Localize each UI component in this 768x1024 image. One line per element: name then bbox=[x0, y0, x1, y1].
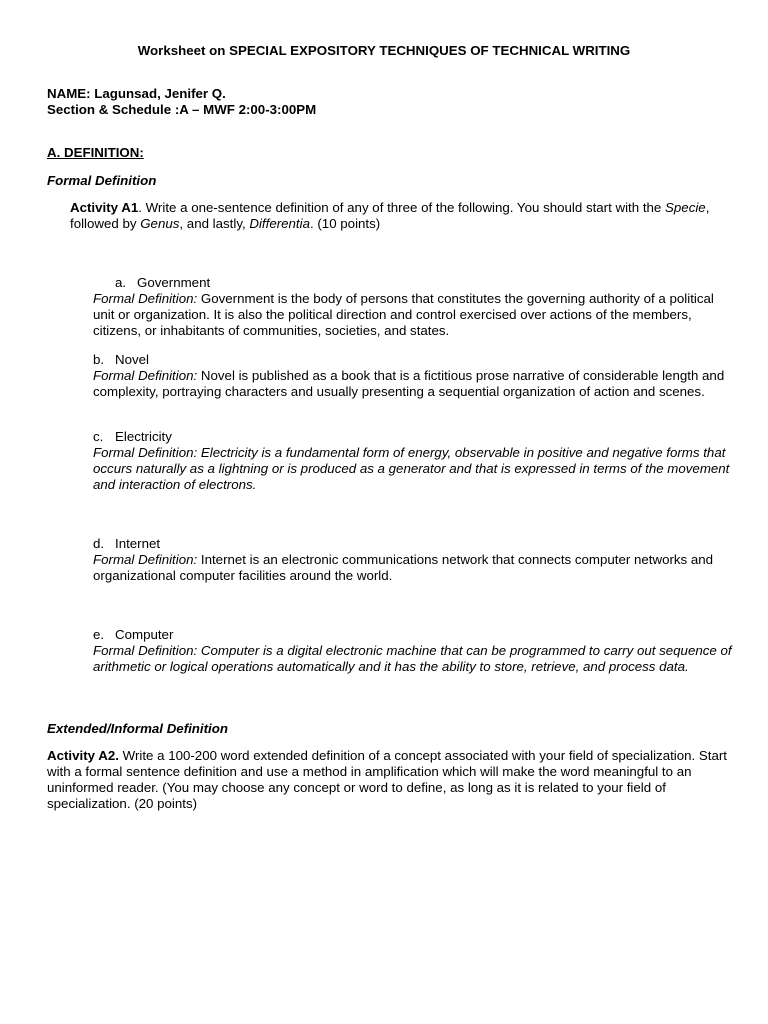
activity-a1-text-2: , followed by bbox=[70, 200, 710, 231]
activity-a1-text-4: . (10 points) bbox=[309, 216, 381, 231]
activity-a1-specie: Specie bbox=[665, 200, 706, 215]
definition-text: Electricity is a fundamental form of energy, observable in positive and negative forms that occurs naturally as a lightning or is produced as a generator and that is expressed in terms of the movement and interaction of electrons. bbox=[93, 445, 730, 492]
activity-a2-label: Activity A2. bbox=[47, 748, 119, 763]
section-schedule: Section & Schedule :A – MWF 2:00-3:00PM bbox=[47, 102, 317, 117]
definition-item-computer bbox=[93, 627, 733, 675]
item-label bbox=[93, 429, 733, 445]
activity-a1-genus: Genus bbox=[140, 216, 180, 231]
extended-definition-heading: Extended/Informal Definition bbox=[47, 721, 228, 736]
formal-definition-label: Formal Definition: bbox=[93, 445, 198, 460]
item-letter: c. bbox=[93, 429, 104, 444]
definition-block bbox=[93, 445, 729, 492]
activity-a1-label: Activity A1 bbox=[70, 200, 139, 215]
formal-definition-label: Formal Definition: bbox=[93, 643, 198, 658]
item-letter: b. bbox=[93, 352, 105, 367]
definition-heading: A. DEFINITION: bbox=[47, 145, 144, 160]
definition-text: Computer is a digital electronic machine that can be programmed to carry out sequence of arithmetic or logical operations automatically and it has the ability to store, retrieve, and process data. bbox=[93, 643, 732, 674]
student-name: NAME: Lagunsad, Jenifer Q. bbox=[47, 86, 226, 101]
item-letter: d. bbox=[93, 536, 105, 551]
activity-a1-text-1: . Write a one-sentence definition of any of three of the following. You should start with the bbox=[138, 200, 666, 215]
item-term: Internet bbox=[115, 536, 161, 551]
definition-item-electricity bbox=[93, 429, 733, 493]
item-letter: a. bbox=[115, 275, 127, 290]
item-term: Novel bbox=[115, 352, 149, 367]
item-label bbox=[93, 352, 733, 368]
item-label bbox=[93, 536, 733, 552]
worksheet-title: Worksheet on SPECIAL EXPOSITORY TECHNIQUES OF TECHNICAL WRITING bbox=[137, 43, 631, 58]
item-label bbox=[93, 627, 733, 643]
definition-text: Government is the body of persons that constitutes the governing authority of a political unit or organization. It is also the political direction and control exercised over actions of the members, citizens, or inhabitants of communities, societies, and states. bbox=[93, 291, 714, 338]
definition-text: Novel is published as a book that is a fictitious prose narrative of considerable length and complexity, portraying characters and usually presenting a sequential organization of action and scenes. bbox=[93, 368, 725, 399]
definition-item-government bbox=[93, 275, 733, 339]
item-label bbox=[93, 275, 733, 291]
activity-a2-text: Write a 100-200 word extended definition of a concept associated with your field of specialization. Start with a formal sentence definition and use a method in amplification which will make the word meaningful to an uninformed reader. (You may choose any concept or word to define, as long as it is related to your field of specialization. (20 points) bbox=[47, 748, 728, 811]
definition-item-novel bbox=[93, 352, 733, 400]
formal-definition-label: Formal Definition: bbox=[93, 368, 198, 383]
formal-definition-label: Formal Definition: bbox=[93, 552, 198, 567]
definition-block bbox=[93, 643, 732, 674]
item-letter: e. bbox=[93, 627, 105, 642]
definition-item-internet bbox=[93, 536, 733, 584]
activity-a1-instructions bbox=[70, 200, 730, 232]
activity-a1-differentia: Differentia bbox=[249, 216, 310, 231]
activity-a2-instructions bbox=[47, 748, 727, 812]
item-term: Electricity bbox=[115, 429, 172, 444]
definition-text: Internet is an electronic communications network that connects computer networks and organizational computer facilities around the world. bbox=[93, 552, 714, 583]
item-term: Government bbox=[137, 275, 211, 290]
item-term: Computer bbox=[115, 627, 174, 642]
formal-definition-label: Formal Definition: bbox=[93, 291, 198, 306]
formal-definition-heading: Formal Definition bbox=[47, 173, 157, 188]
activity-a1-text-3: , and lastly, bbox=[179, 216, 250, 231]
